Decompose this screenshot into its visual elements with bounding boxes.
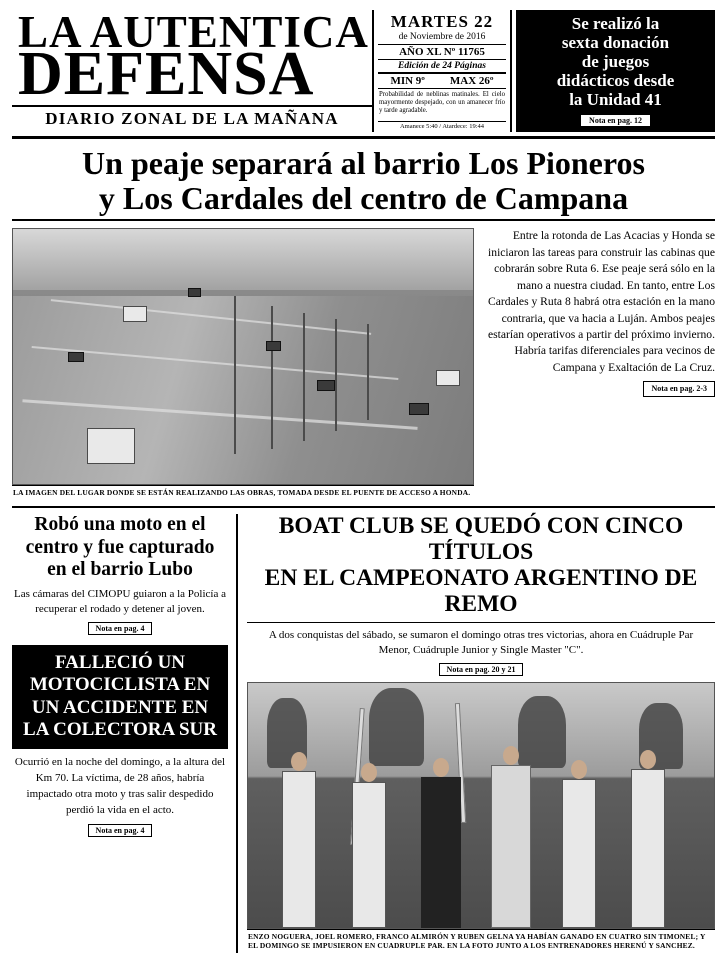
story2-note-wrap [12, 819, 228, 838]
promo-line-2: sexta donación [561, 33, 670, 53]
person-head [361, 763, 377, 782]
sports-note-wrap [247, 658, 715, 677]
sports-headline-line-2: EN EL CAMPEONATO ARGENTINO DE REMO [264, 564, 698, 617]
coach [416, 758, 466, 928]
sports-headline [247, 514, 715, 622]
lower-section [12, 506, 715, 953]
story2-body: Ocurrió en la noche del domingo, a la altura del Km 70. La víctima, de 28 años, habría impactado otra moto y tras salir despedido perdió la vida en el acto. [14, 756, 226, 817]
date-weather-block [372, 10, 512, 132]
car [317, 380, 335, 391]
promo-line-3: de juegos [581, 52, 650, 72]
issue-number: AÑO XL Nº 11765 [378, 45, 506, 60]
story2-headline[interactable] [12, 645, 228, 750]
story1-headline [12, 514, 228, 582]
light-pole [303, 313, 305, 441]
person-body [282, 771, 316, 928]
tree [369, 688, 424, 766]
person-head [571, 760, 587, 779]
lead-note-wrap [484, 376, 715, 396]
right-column [238, 514, 715, 953]
photo-sky [13, 229, 473, 295]
coach [486, 746, 536, 928]
promo-line-4: didácticos desde [556, 71, 675, 91]
story2-headline-line-3: UN ACCIDENTE EN [31, 696, 209, 718]
person-head [640, 750, 656, 769]
logo-line-1: LA AUTENTICA [18, 7, 369, 58]
sports-photo-block [247, 682, 715, 953]
rower [625, 750, 671, 928]
sunrise-sunset: Amanece 5:40 / Atardece: 19:44 [378, 121, 506, 130]
temperature-row [378, 74, 506, 89]
truck [123, 306, 147, 322]
story2-headline-line-1: FALLECIÓ UN [54, 651, 186, 673]
sports-page-note[interactable]: Nota en pag. 20 y 21 [439, 663, 524, 676]
person-body [421, 777, 461, 928]
light-pole [234, 296, 236, 454]
truck [436, 370, 460, 386]
story2-headline-line-4: LA COLECTORA SUR [23, 718, 217, 740]
lead-story-text [474, 228, 715, 500]
person-body [631, 769, 665, 928]
temp-min: MIN 9º [390, 75, 425, 87]
rowing-team-photo [247, 682, 715, 929]
sports-subhead: A dos conquistas del sábado, se sumaron el domingo otras tres victorias, ahora en Cuádruple Par Menor, Cuádruple Junior y Single Master "C". [268, 628, 694, 657]
sports-headline-line-1: BOAT CLUB SE QUEDÓ CON CINCO TÍTULOS [278, 513, 684, 566]
sports-photo-caption: ENZO NOGUERA, JOEL ROMERO, FRANCO ALMIRÓN Y RUBEN GELNA YA HABÍAN GANADO EN CUATRO SIN TIMONEL; Y EL DOMINGO SE IMPUSIERON EN CUADRUPLE PAR. EN LA FOTO JUNTO A LOS ENTRENADORES HERENÚ Y SANCHEZ. [247, 929, 715, 953]
story2-headline-line-2: MOTOCICLISTA EN [29, 674, 211, 696]
person-head [433, 758, 449, 777]
car [68, 352, 84, 362]
date-month-year: de Noviembre de 2016 [378, 32, 506, 45]
logo-subtitle: DIARIO ZONAL DE LA MAÑANA [12, 105, 372, 129]
lead-headline [12, 139, 715, 221]
weather-forecast: Probabilidad de neblinas matinales. El cielo mayormente despejado, con un amanecer frío y tarde agradable. [379, 91, 505, 114]
story1-headline-line-1: Robó una moto en el [34, 514, 206, 536]
lead-page-note[interactable]: Nota en pag. 2-3 [643, 381, 715, 396]
light-pole [335, 319, 337, 431]
car [409, 403, 429, 415]
person-body [491, 765, 531, 928]
date-weekday: MARTES 22 [390, 12, 494, 31]
person-body [562, 779, 596, 928]
promo-line-5: la Unidad 41 [569, 90, 662, 110]
promo-box[interactable] [516, 10, 715, 132]
story1-headline-line-2: centro y fue capturado [25, 536, 215, 558]
person-body [352, 782, 386, 928]
person-head [291, 752, 307, 771]
photo-road [12, 296, 474, 485]
lead-photo-caption: LA IMAGEN DEL LUGAR DONDE SE ESTÁN REALIZANDO LAS OBRAS, TOMADA DESDE EL PUENTE DE ACCESO A HONDA. [12, 485, 474, 500]
promo-page-note[interactable]: Nota en pag. 12 [580, 114, 651, 127]
story1-note-wrap [12, 617, 228, 636]
truck [87, 428, 135, 464]
story1-headline-line-3: en el barrio Lubo [47, 559, 193, 581]
newspaper-logo [12, 7, 372, 132]
person-head [503, 746, 519, 765]
lead-photo-block [12, 228, 474, 500]
logo-line-2: DEFENSA [18, 39, 315, 108]
light-pole [271, 306, 273, 449]
highway-photo [12, 228, 474, 485]
lead-headline-line-2: y Los Cardales del centro de Campana [98, 179, 629, 216]
left-column [12, 514, 238, 953]
car [266, 341, 281, 351]
story2-page-note[interactable]: Nota en pag. 4 [88, 824, 153, 837]
rower [346, 763, 392, 928]
temp-max: MAX 26º [449, 75, 494, 87]
story1-body: Las cámaras del CIMOPU guiaron a la Policía a recuperar el rodado y detener al joven. [14, 588, 226, 615]
lead-body: Entre la rotonda de Las Acacias y Honda se iniciaron las tareas para construir las cabinas que cobrarán sobre Ruta 6. Ese peaje será sólo en la mano a nuestra ciudad. En tanto, entre Los Cardales y Ruta 8 habrá otra estación en la mano contraria, que va hacia a Luján. Ambos peajes estarían operativos a partir del próximo invierno. Habría tarifas diferenciales para vecinos de Campana y Exaltación de La Cruz. [488, 229, 715, 374]
lead-story [12, 228, 715, 500]
car [188, 288, 201, 297]
rower [556, 760, 602, 928]
edition-pages: Edición de 24 Páginas [378, 60, 506, 74]
lead-headline-line-1: Un peaje separará al barrio Los Pioneros [82, 145, 645, 182]
rower [276, 752, 322, 928]
light-pole [367, 324, 369, 421]
story1-page-note[interactable]: Nota en pag. 4 [88, 622, 153, 635]
promo-line-1: Se realizó la [571, 14, 660, 33]
masthead [12, 7, 715, 139]
